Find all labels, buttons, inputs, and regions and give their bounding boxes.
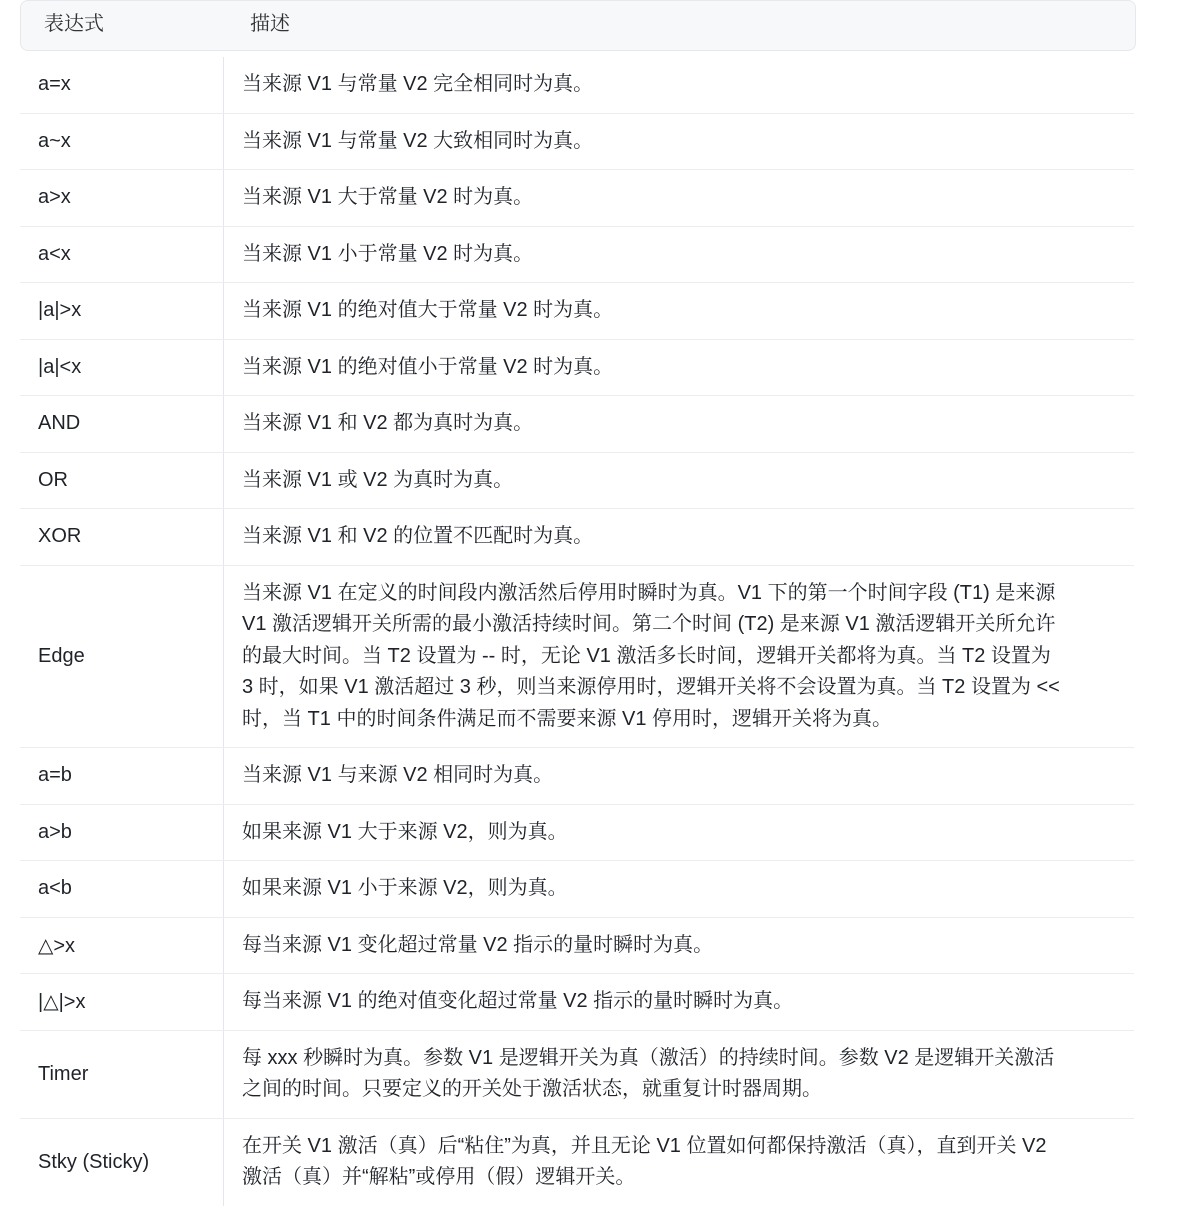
description-line: 当来源 V1 大于常量 V2 时为真。 bbox=[242, 186, 534, 208]
table-row bbox=[20, 227, 1134, 284]
description-line: 每 xxx 秒瞬时为真。参数 V1 是逻辑开关为真（激活）的持续时间。参数 V2 是逻辑开关激活 bbox=[242, 1046, 1055, 1069]
expression-cell: a=b bbox=[20, 748, 224, 804]
column-header-description: 描述 bbox=[250, 13, 290, 35]
expression-cell: |△|>x bbox=[20, 974, 224, 1030]
table-row bbox=[20, 396, 1134, 453]
description-line: 当来源 V1 的绝对值小于常量 V2 时为真。 bbox=[242, 355, 614, 378]
column-header-expression: 表达式 bbox=[44, 13, 104, 35]
expression-cell: △>x bbox=[20, 918, 224, 974]
description-line: 之间的时间。只要定义的开关处于激活状态，就重复计时器周期。 bbox=[242, 1078, 822, 1100]
description-cell bbox=[224, 453, 1134, 509]
description-line: 3 时，如果 V1 激活超过 3 秒，则当来源停用时，逻辑开关将不会设置为真。当 T2 设置为 << bbox=[242, 676, 1060, 698]
table-row bbox=[20, 114, 1134, 171]
expression-cell: a>x bbox=[20, 170, 224, 226]
expression-cell: |a|>x bbox=[20, 283, 224, 339]
description-line: 每当来源 V1 变化超过常量 V2 指示的量时瞬时为真。 bbox=[242, 933, 714, 956]
table-row bbox=[20, 57, 1134, 114]
table-row bbox=[20, 340, 1134, 397]
table-row bbox=[20, 509, 1134, 566]
table-row bbox=[20, 283, 1134, 340]
description-line: V1 激活逻辑开关所需的最小激活持续时间。第二个时间 (T2) 是来源 V1 激活逻辑开关所允许 bbox=[242, 613, 1056, 635]
table-row bbox=[20, 453, 1134, 510]
table-row bbox=[20, 170, 1134, 227]
description-cell bbox=[224, 974, 1134, 1030]
expression-cell: a<b bbox=[20, 861, 224, 917]
description-line: 当来源 V1 或 V2 为真时为真。 bbox=[242, 468, 514, 491]
description-cell bbox=[224, 566, 1134, 748]
description-line: 如果来源 V1 小于来源 V2，则为真。 bbox=[242, 877, 568, 899]
expression-cell: OR bbox=[20, 453, 224, 509]
description-line: 当来源 V1 与常量 V2 大致相同时为真。 bbox=[242, 129, 594, 152]
description-line: 在开关 V1 激活（真）后“粘住”为真，并且无论 V1 位置如何都保持激活（真），直到开关 V2 bbox=[242, 1134, 1047, 1157]
description-cell bbox=[224, 114, 1134, 170]
expression-cell: a>b bbox=[20, 805, 224, 861]
table-row bbox=[20, 918, 1134, 975]
table-row bbox=[20, 1119, 1134, 1206]
description-cell bbox=[224, 918, 1134, 974]
expression-cell: Edge bbox=[20, 566, 224, 748]
description-cell bbox=[224, 227, 1134, 283]
expression-cell: Timer bbox=[20, 1031, 224, 1118]
description-cell bbox=[224, 170, 1134, 226]
expression-cell: a~x bbox=[20, 114, 224, 170]
table-row bbox=[20, 748, 1134, 805]
expression-cell: AND bbox=[20, 396, 224, 452]
description-cell bbox=[224, 509, 1134, 565]
expression-cell: a=x bbox=[20, 57, 224, 113]
expression-table bbox=[20, 57, 1134, 1206]
expression-cell: a<x bbox=[20, 227, 224, 283]
description-line: 时，当 T1 中的时间条件满足而不需要来源 V1 停用时，逻辑开关将为真。 bbox=[242, 707, 893, 730]
description-cell bbox=[224, 57, 1134, 113]
description-line: 每当来源 V1 的绝对值变化超过常量 V2 指示的量时瞬时为真。 bbox=[242, 990, 794, 1012]
description-cell bbox=[224, 283, 1134, 339]
table-row bbox=[20, 566, 1134, 749]
expression-cell: |a|<x bbox=[20, 340, 224, 396]
description-cell bbox=[224, 861, 1134, 917]
description-line: 当来源 V1 在定义的时间段内激活然后停用时瞬时为真。V1 下的第一个时间字段 (T1) 是来源 bbox=[242, 581, 1056, 604]
description-line: 当来源 V1 与常量 V2 完全相同时为真。 bbox=[242, 73, 594, 95]
table-row bbox=[20, 805, 1134, 862]
description-cell bbox=[224, 1119, 1134, 1206]
table-row bbox=[20, 974, 1134, 1031]
description-cell bbox=[224, 805, 1134, 861]
description-line: 当来源 V1 和 V2 都为真时为真。 bbox=[242, 412, 534, 434]
description-line: 当来源 V1 的绝对值大于常量 V2 时为真。 bbox=[242, 299, 614, 321]
description-line: 当来源 V1 和 V2 的位置不匹配时为真。 bbox=[242, 525, 594, 547]
description-line: 激活（真）并“解粘”或停用（假）逻辑开关。 bbox=[242, 1166, 636, 1188]
description-line: 当来源 V1 小于常量 V2 时为真。 bbox=[242, 242, 534, 265]
description-cell bbox=[224, 748, 1134, 804]
description-cell bbox=[224, 340, 1134, 396]
expression-cell: XOR bbox=[20, 509, 224, 565]
description-cell bbox=[224, 396, 1134, 452]
table-row bbox=[20, 861, 1134, 918]
table-row bbox=[20, 1031, 1134, 1119]
description-line: 如果来源 V1 大于来源 V2，则为真。 bbox=[242, 820, 568, 843]
expression-cell: Stky (Sticky) bbox=[20, 1119, 224, 1206]
description-line: 的最大时间。当 T2 设置为 -- 时，无论 V1 激活多长时间，逻辑开关都将为真。当 T2 设置为 bbox=[242, 644, 1051, 667]
description-cell bbox=[224, 1031, 1134, 1118]
description-line: 当来源 V1 与来源 V2 相同时为真。 bbox=[242, 764, 554, 786]
table-header bbox=[20, 0, 1136, 51]
